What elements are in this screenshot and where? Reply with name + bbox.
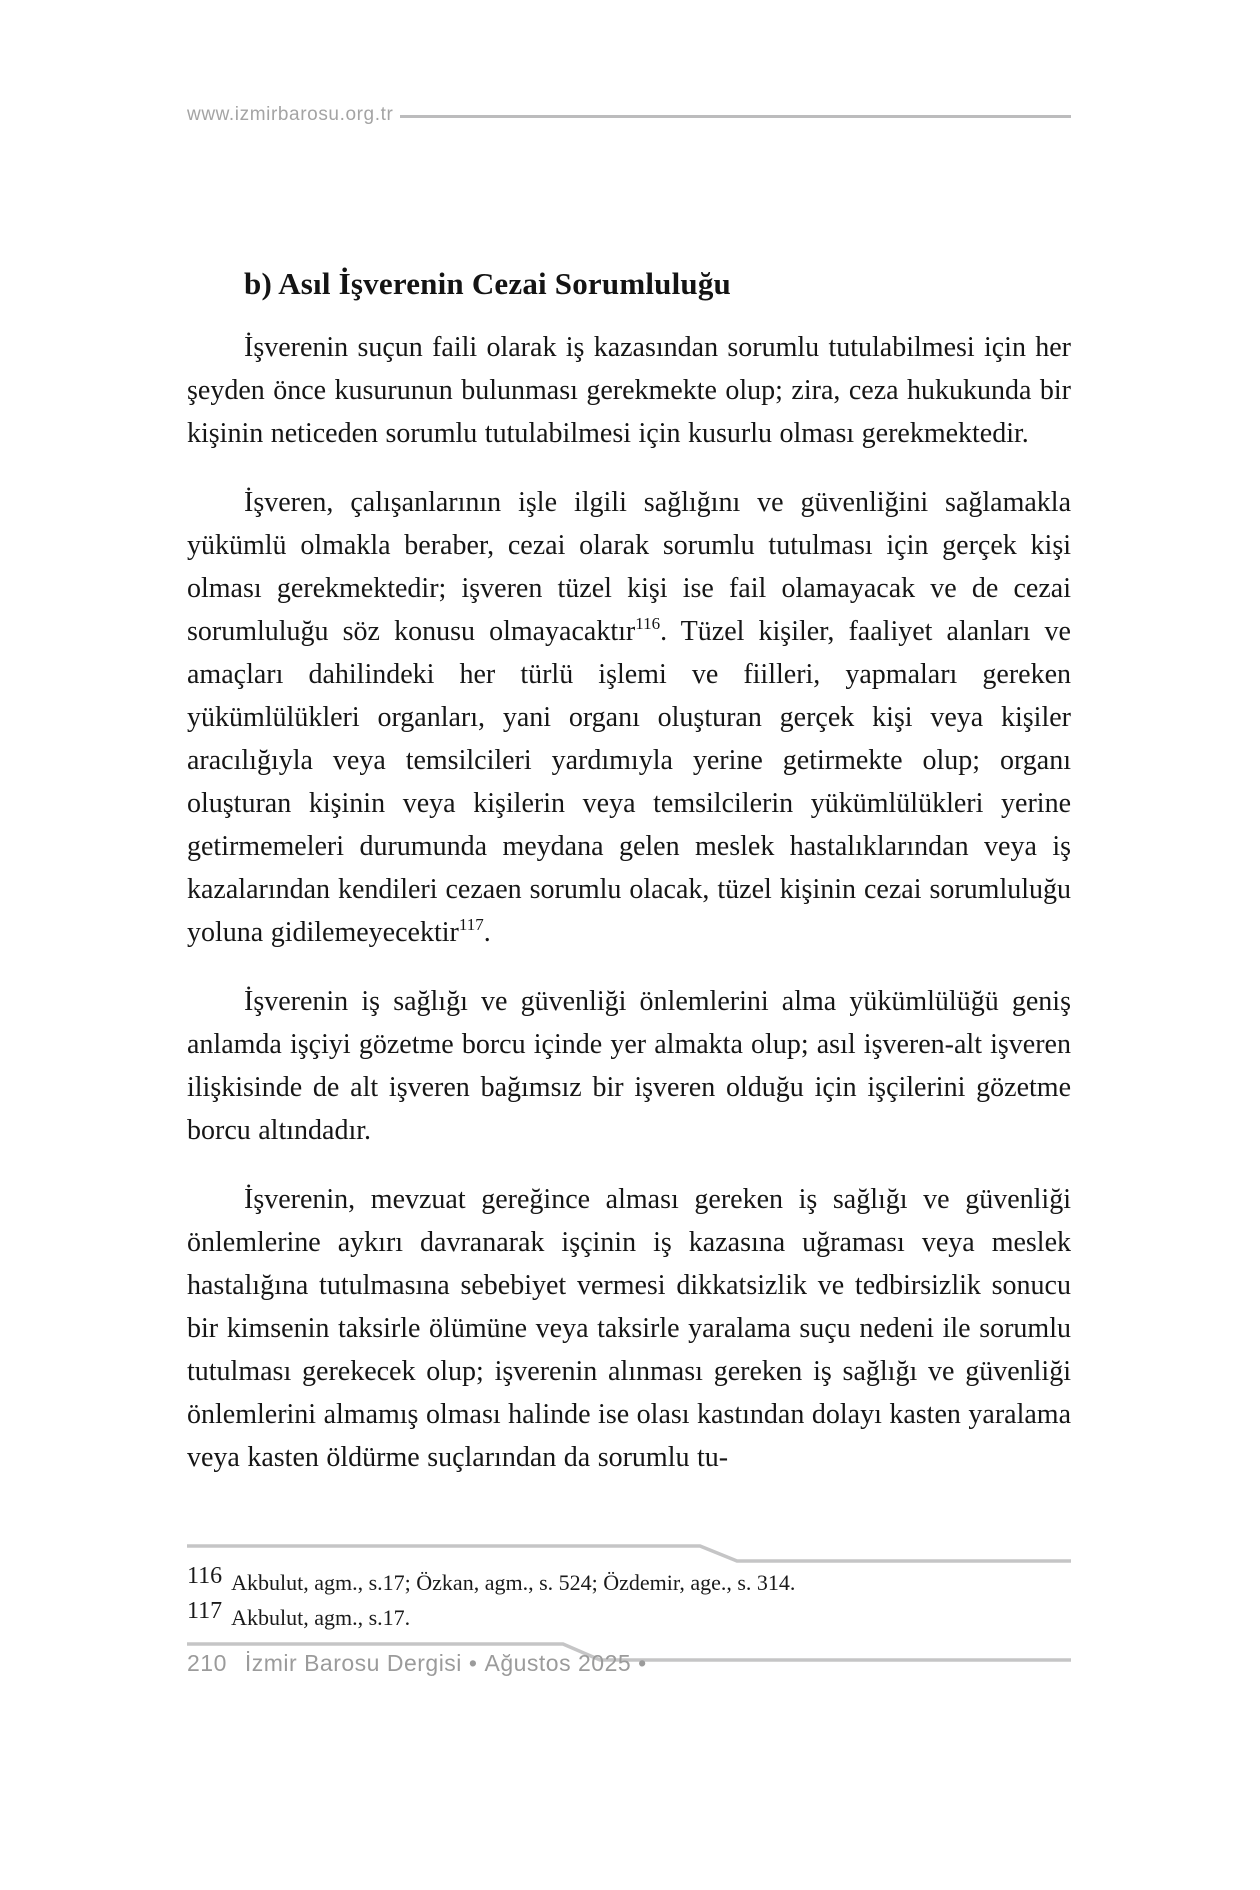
footer-trailing-bullet-icon: • <box>638 1650 647 1676</box>
footnote-reference: 117 <box>458 915 484 934</box>
body-paragraph: İşverenin, mevzuat gereğince alması gereken iş sağlığı ve güvenliği önlemlerine aykırı davranarak işçinin iş kazasına uğraması veya meslek hastalığına tutulmasına sebebiyet vermesi dikkatsizlik ve tedbirsizlik sonucu bir kimsenin taksirle ölümüne veya taksirle yaralama suçu nedeni ile sorumlu tutulması gerekecek olup; işverenin alınması gereken iş sağlığı ve güvenliği önlemlerini almamış olması halinde ise olası kastından dolayı kasten yaralama veya kasten öldürme suçlarından da sorumlu tu- <box>187 1184 1071 1473</box>
footer-issue: Ağustos 2025 <box>484 1650 632 1676</box>
footer-journal-title: İzmir Barosu Dergisi <box>244 1650 462 1676</box>
body-paragraph: İşverenin suçun faili olarak iş kazasından sorumlu tutulabilmesi için her şeyden önce kusurunun bulunması gerekmekte olup; zira, ceza hukukunda bir kişinin neticeden sorumlu tutulabilmesi için kusurlu olması gerekmektedir. <box>187 332 1071 449</box>
body-paragraph: İşverenin iş sağlığı ve güvenliği önlemlerini alma yükümlülüğü geniş anlamda işçiyi gözetme borcu içinde yer almakta olup; asıl işveren-alt işveren ilişkisinde de alt işveren bağımsız bir işveren olduğu için işçilerini gözetme borcu altındadır. <box>187 986 1071 1146</box>
page-header <box>187 104 1071 126</box>
footer-bullet-icon: • <box>468 1650 478 1676</box>
page-footer <box>187 1650 654 1677</box>
footnote <box>187 1563 1071 1597</box>
body-paragraph: İşveren, çalışanlarının işle ilgili sağlığını ve güvenliğini sağlamakla yükümlü olmakla beraber, cezai olarak sorumlu tutulması için gerçek kişi olması gerekmektedir; işveren tüzel kişi ise fail olamayacak ve de cezai sorumluluğu söz konusu olmayacaktır$^{116}$. Tüzel kişiler, faaliyet alanları ve amaçları dahilindeki her türlü işlemi ve fiilleri, yapmaları gereken yükümlülükleri organları, yani organı oluşturan gerçek kişi veya kişiler aracılığıyla veya temsilcileri yardımıyla yerine getirmekte olup; organı oluşturan kişinin veya kişilerin veya temsilcilerin yükümlülükleri yerine getirmemeleri durumunda meydana gelen meslek hastalıklarından veya iş kazalarından kendileri cezaen sorumlu olacak, tüzel kişinin cezai sorumluluğu yoluna gidilemeyecektir$^{117}$. <box>187 487 1071 948</box>
footnote-reference: 116 <box>635 614 661 633</box>
website-url: www.izmirbarosu.org.tr <box>187 104 394 125</box>
section-heading: b) Asıl İşverenin Cezai Sorumluluğu <box>244 265 732 301</box>
footnote-number: 116 <box>187 1563 223 1589</box>
footnote-separator <box>187 1544 1071 1564</box>
header-rule <box>400 115 1071 118</box>
footnote-number: 117 <box>187 1598 223 1624</box>
footnotes <box>187 1563 1071 1640</box>
footnote <box>187 1598 1071 1632</box>
footnote-text: Akbulut, agm., s.17. <box>231 1605 411 1630</box>
footer-page-number: 210 <box>187 1650 227 1676</box>
footnote-text: Akbulut, agm., s.17; Özkan, agm., s. 524; Özdemir, age., s. 314. <box>231 1570 796 1595</box>
body-text <box>187 326 1071 1505</box>
